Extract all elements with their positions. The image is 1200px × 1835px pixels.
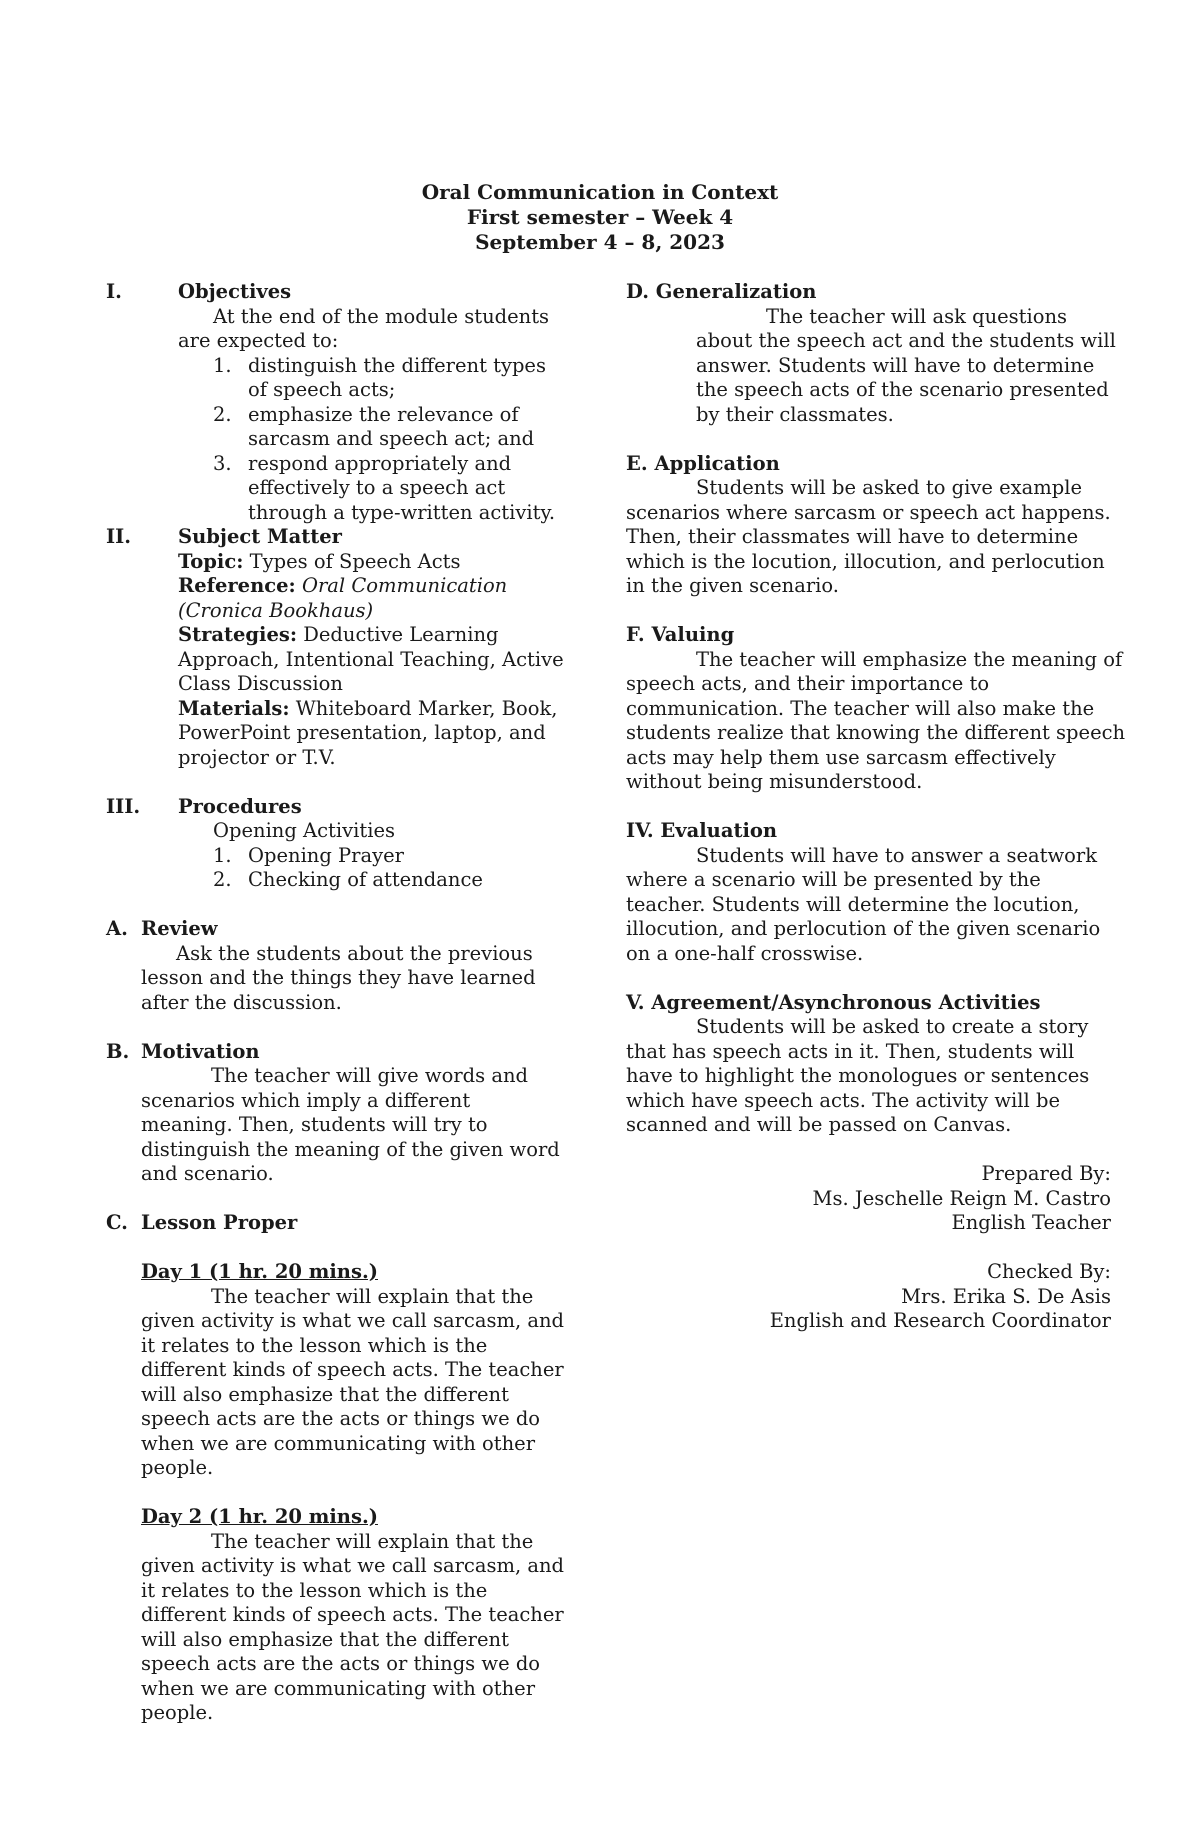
valuing-section	[626, 623, 1126, 795]
procedures-intro: Opening Activities	[213, 819, 395, 842]
section-heading: Objectives	[178, 280, 292, 303]
procedures-section	[106, 795, 566, 893]
list-item: 1. distinguish the different types of speech acts;	[213, 353, 546, 401]
reference-line: Reference: Oral Communication (Cronica Bookhaus)	[178, 574, 508, 622]
valuing-text: The teacher will emphasize the meaning of speech acts, and their importance to communication. The teacher will also make the students realize that knowing the different speech acts may help them use sarcasm effectively without being misunderstood.	[626, 647, 1126, 793]
section-heading: E. Application	[626, 451, 780, 475]
checked-by-block	[691, 1260, 1111, 1334]
section-numeral: I.	[106, 280, 122, 303]
section-heading: D. Generalization	[626, 280, 817, 303]
document-header	[0, 180, 1200, 255]
objectives-section	[106, 280, 566, 525]
procedures-list	[178, 844, 566, 893]
section-heading: Motivation	[141, 1039, 260, 1063]
list-item: 3. respond appropriately and effectively to a speech act through a type-written activity.	[213, 451, 556, 524]
left-column	[106, 280, 566, 1726]
section-heading: V. Agreement/Asynchronous Activities	[626, 990, 1041, 1014]
application-text: Students will be asked to give example scenarios where sarcasm or speech act happens. Then, their classmates will have to determine which is the locution, illocution, and perlocution in the given scenario.	[626, 476, 1111, 597]
subject-title: Oral Communication in Context	[421, 180, 779, 204]
list-item: 1. Opening Prayer	[213, 843, 404, 867]
agreement-text: Students will be asked to create a story that has speech acts in it. Then, students will have to highlight the monologues or sentences which have speech acts. The activity will be scanned and will be passed on Canvas.	[626, 1015, 1090, 1136]
section-heading: Lesson Proper	[141, 1211, 298, 1234]
application-section	[626, 452, 1126, 599]
prepared-by-label: Prepared By:	[981, 1162, 1111, 1185]
motivation-text: The teacher will give words and scenarios which imply a different meaning. Then, students will try to distinguish the meaning of the given word and scenario.	[141, 1064, 560, 1185]
review-text: Ask the students about the previous lesson and the things they have learned after the discussion.	[141, 941, 536, 1014]
section-heading: Subject Matter	[178, 525, 342, 548]
day1-text: The teacher will explain that the given activity is what we call sarcasm, and it relates to the lesson which is the different kinds of speech acts. The teacher will also emphasize that the different speech acts are the acts or things we do when we are communicating with other people.	[141, 1284, 565, 1479]
topic-line: Topic: Types of Speech Acts	[178, 549, 461, 573]
strategies-line: Strategies: Deductive Learning Approach, Intentional Teaching, Active Class Discussion	[178, 623, 564, 695]
section-heading: Procedures	[178, 794, 302, 818]
preparer-name: Ms. Jeschelle Reign M. Castro	[812, 1186, 1111, 1210]
lesson-proper-section: C. Lesson Proper Day 1 (1 hr. 20 mins.) The teacher will explain that the given activity is what we call sarcasm, and it relates to the lesson which is the different kinds of speech acts. The teacher will also emphasize that the different speech acts are the acts or things we do when we are communicating with other people. Day 2 (1 hr. 20 mins.) The teacher will explain that the given activity is what we call sarcasm, and it relates to the lesson which is the different kinds of speech acts. The teacher will also emphasize that the different speech acts are the acts or things we do when we are communicating with other people.	[106, 1211, 565, 1724]
evaluation-section	[626, 819, 1126, 966]
section-heading: Review	[141, 917, 218, 940]
checker-role: English and Research Coordinator	[769, 1309, 1111, 1332]
checker-name: Mrs. Erika S. De Asis	[901, 1284, 1111, 1308]
agreement-section	[626, 991, 1126, 1138]
materials-line: Materials: Whiteboard Marker, Book, PowerPoint presentation, laptop, and projector or T.V.	[178, 696, 558, 769]
prepared-by-block	[691, 1162, 1111, 1236]
semester-week: First semester – Week 4	[466, 205, 734, 229]
motivation-section: B. Motivation The teacher will give words and scenarios which imply a different meaning. Then, students will try to distinguish the meaning of the given word and scenario.	[106, 1040, 566, 1187]
right-column	[626, 280, 1126, 1138]
date-range: September 4 – 8, 2023	[475, 230, 725, 254]
objectives-list	[178, 354, 566, 526]
list-item: 2. Checking of attendance	[213, 868, 483, 891]
day2-text: The teacher will explain that the given activity is what we call sarcasm, and it relates to the lesson which is the different kinds of speech acts. The teacher will also emphasize that the different speech acts are the acts or things we do when we are communicating with other people.	[141, 1529, 565, 1724]
preparer-role: English Teacher	[951, 1211, 1111, 1234]
generalization-section	[626, 280, 1126, 427]
evaluation-text: Students will have to answer a seatwork where a scenario will be presented by the teacher. Students will determine the locution, illocution, and perlocution of the given scenario on a one-half crosswise.	[626, 843, 1101, 965]
subject-matter-section	[106, 525, 566, 770]
checked-by-label: Checked By:	[987, 1260, 1111, 1283]
section-heading: F. Valuing	[626, 623, 735, 646]
day2-heading: Day 2 (1 hr. 20 mins.)	[141, 1505, 378, 1528]
section-numeral: III.	[106, 794, 141, 818]
section-numeral: II.	[106, 525, 132, 548]
list-item: 2. emphasize the relevance of sarcasm and speech act; and	[213, 402, 535, 450]
review-section: A. Review Ask the students about the previous lesson and the things they have learned after the discussion.	[106, 917, 566, 1015]
section-heading: IV. Evaluation	[626, 819, 778, 842]
objectives-intro: At the end of the module students are expected to:	[178, 304, 550, 352]
day1-heading: Day 1 (1 hr. 20 mins.)	[141, 1260, 378, 1283]
generalization-text: The teacher will ask questions about the speech act and the students will answer. Students will have to determine the speech acts of the scenario presented by their classmates.	[696, 304, 1116, 426]
